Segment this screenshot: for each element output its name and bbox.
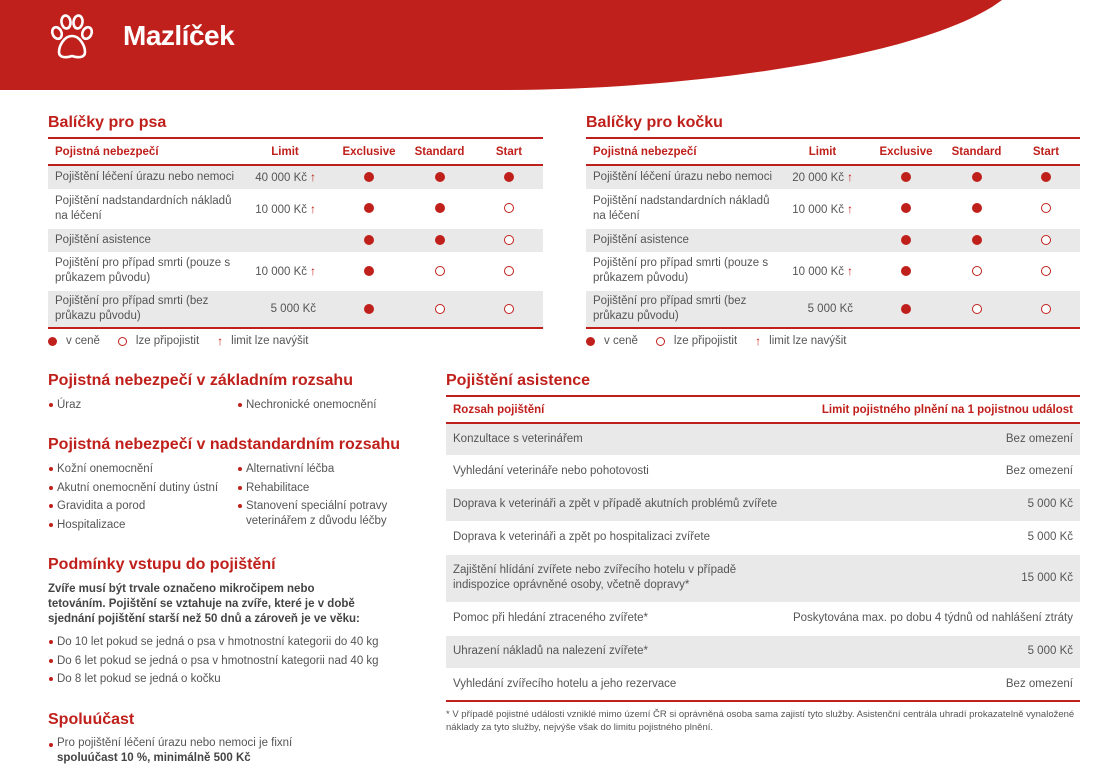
table-header-row (586, 138, 1080, 165)
table-row (586, 189, 1080, 228)
basic-scope-list-1 (48, 396, 81, 415)
dog-rows (48, 165, 543, 328)
exclusive-cell (334, 228, 404, 252)
table-header-row (446, 396, 1080, 423)
column-header: Pojistná nebezpečí (586, 138, 774, 165)
paw-icon (46, 12, 98, 64)
start-cell (475, 165, 543, 189)
dog-legend (48, 334, 327, 348)
included-dot-icon (364, 304, 374, 314)
assistance-table (446, 395, 1080, 702)
optional-circle-icon (504, 203, 514, 213)
included-dot-icon (364, 266, 374, 276)
limit-cell (774, 228, 871, 252)
included-dot-icon (48, 337, 57, 346)
included-dot-icon (901, 235, 911, 245)
scope-cell: Uhrazení nákladů na nalezení zvířete* (446, 635, 786, 668)
standard-cell (941, 189, 1012, 228)
list-item: Kožní onemocnění (48, 460, 233, 479)
optional-circle-icon (504, 266, 514, 276)
limit-cell: 10 000 Kč ↑ (774, 252, 871, 290)
limit-cell: Bez omezení (786, 668, 1080, 701)
copay-title: Spoluúčast (48, 711, 135, 728)
list-item: Pro pojištění léčení úrazu nebo nemoci je fixní spoluúčast 10 %, minimálně 500 Kč (48, 736, 368, 766)
optional-circle-icon (118, 337, 127, 346)
start-cell (1012, 165, 1080, 189)
table-row (446, 521, 1080, 554)
start-cell (475, 252, 543, 290)
standard-cell (941, 290, 1012, 328)
included-dot-icon (972, 235, 982, 245)
assistance-title: Pojištění asistence (446, 372, 591, 389)
arrow-up-icon: ↑ (847, 170, 853, 185)
limit-cell: 15 000 Kč (786, 554, 1080, 602)
exclusive-cell (871, 290, 941, 328)
risk-name: Pojištění pro případ smrti (pouze s průkazem původu) (586, 252, 774, 290)
risk-name: Pojištění asistence (48, 228, 236, 252)
table-row (586, 165, 1080, 189)
limit-cell: 5 000 Kč (774, 290, 871, 328)
arrow-up-icon: ↑ (847, 201, 853, 216)
exclusive-cell (871, 165, 941, 189)
start-cell (475, 290, 543, 328)
copay-list (48, 736, 368, 766)
list-item: Alternativní léčba (237, 460, 397, 479)
list-item: Nechronické onemocnění (237, 396, 376, 415)
risk-name: Pojištění pro případ smrti (bez průkazu původu) (48, 290, 236, 328)
optional-circle-icon (504, 235, 514, 245)
standard-cell (404, 189, 475, 228)
list-item: Rehabilitace (237, 479, 397, 498)
extended-scope-title: Pojistná nebezpečí v nadstandardním rozsahu (48, 436, 401, 453)
optional-circle-icon (1041, 304, 1051, 314)
legend-optional: lze připojistit (673, 335, 738, 347)
page-header (0, 0, 1106, 90)
risk-name: Pojištění nadstandardních nákladů na léčení (586, 189, 774, 228)
limit-cell: 5 000 Kč (786, 635, 1080, 668)
legend-raisable: limit lze navýšit (231, 335, 309, 347)
risk-name: Pojištění léčení úrazu nebo nemoci (48, 165, 236, 189)
limit-cell: 5 000 Kč (786, 521, 1080, 554)
optional-circle-icon (1041, 203, 1051, 213)
table-row (48, 228, 543, 252)
list-item: Úraz (48, 396, 81, 415)
risk-name: Pojištění asistence (586, 228, 774, 252)
column-header: Exclusive (334, 138, 404, 165)
table-header-row (48, 138, 543, 165)
limit-cell: 10 000 Kč ↑ (236, 189, 334, 228)
limit-cell (236, 228, 334, 252)
entry-conditions-title: Podmínky vstupu do pojištění (48, 556, 276, 573)
standard-cell (941, 228, 1012, 252)
column-header: Start (475, 138, 543, 165)
column-header: Standard (941, 138, 1012, 165)
included-dot-icon (901, 304, 911, 314)
scope-cell: Vyhledání veterináře nebo pohotovosti (446, 455, 786, 488)
exclusive-cell (334, 290, 404, 328)
assistance-footnote: * V případě pojistné události vzniklé mimo území ČR si oprávněná osoba sama zajistí tyto služby. Asistenční centrála uhradí prokazatelně vynaložené náklady za tyto služby, nejvýše však do limitu pojistného plnění. (446, 709, 1075, 733)
dog-packages-table (48, 137, 543, 329)
arrow-up-icon: ↑ (310, 201, 316, 216)
standard-cell (941, 165, 1012, 189)
included-dot-icon (364, 235, 374, 245)
risk-name: Pojištění nadstandardních nákladů na léčení (48, 189, 236, 228)
exclusive-cell (871, 228, 941, 252)
optional-circle-icon (656, 337, 665, 346)
table-row (446, 488, 1080, 521)
included-dot-icon (504, 172, 514, 182)
table-row (586, 252, 1080, 290)
table-row (446, 602, 1080, 635)
exclusive-cell (334, 165, 404, 189)
extended-scope-list-1 (48, 460, 233, 534)
column-header: Pojistná nebezpečí (48, 138, 236, 165)
included-dot-icon (1041, 172, 1051, 182)
start-cell (1012, 228, 1080, 252)
table-row (446, 455, 1080, 488)
limit-cell: 10 000 Kč ↑ (774, 189, 871, 228)
exclusive-cell (871, 252, 941, 290)
included-dot-icon (972, 203, 982, 213)
table-row (586, 228, 1080, 252)
legend-raisable: limit lze navýšit (769, 335, 847, 347)
column-header: Limit (236, 138, 334, 165)
table-row (48, 252, 543, 290)
limit-cell: 40 000 Kč ↑ (236, 165, 334, 189)
table-row (446, 554, 1080, 602)
entry-conditions-text: Zvíře musí být trvale označeno mikročipem nebo tetováním. Pojištění se vztahuje na zvíře, které je v době sjednání pojištění starší než 50 dnů a zároveň je ve věku: (48, 583, 360, 625)
included-dot-icon (586, 337, 595, 346)
arrow-up-icon: ↑ (310, 264, 316, 278)
legend-included: v ceně (604, 335, 638, 347)
included-dot-icon (435, 235, 445, 245)
list-item: Gravidita a porod (48, 497, 233, 516)
standard-cell (404, 228, 475, 252)
cat-legend (586, 334, 865, 348)
optional-circle-icon (1041, 235, 1051, 245)
cat-packages-title: Balíčky pro kočku (586, 114, 723, 131)
list-item: Do 10 let pokud se jedná o psa v hmotnostní kategorii do 40 kg (48, 633, 408, 652)
cat-packages-table (586, 137, 1080, 329)
column-header: Limit (774, 138, 871, 165)
arrow-up-icon: ↑ (217, 334, 224, 348)
standard-cell (404, 252, 475, 290)
table-row (48, 290, 543, 328)
start-cell (1012, 189, 1080, 228)
table-row (446, 635, 1080, 668)
app-title: Mazlíček (123, 20, 235, 51)
table-row (446, 423, 1080, 455)
included-dot-icon (972, 172, 982, 182)
included-dot-icon (901, 203, 911, 213)
list-item: Stanovení speciální potravy veterinářem z důvodu léčby (237, 497, 397, 529)
extended-scope-list-2 (237, 460, 397, 529)
limit-cell: 20 000 Kč ↑ (774, 165, 871, 189)
standard-cell (404, 290, 475, 328)
scope-cell: Zajištění hlídání zvířete nebo zvířecího hotelu v případě indispozice oprávněné osoby, včetně dopravy* (446, 554, 786, 602)
included-dot-icon (364, 172, 374, 182)
risk-name: Pojištění pro případ smrti (pouze s průkazem původu) (48, 252, 236, 290)
exclusive-cell (871, 189, 941, 228)
column-header: Standard (404, 138, 475, 165)
included-dot-icon (901, 172, 911, 182)
list-item: Do 6 let pokud se jedná o psa v hmotnostní kategorii nad 40 kg (48, 652, 408, 671)
exclusive-cell (334, 189, 404, 228)
table-row (48, 165, 543, 189)
optional-circle-icon (435, 266, 445, 276)
optional-circle-icon (972, 304, 982, 314)
list-item: Do 8 let pokud se jedná o kočku (48, 670, 408, 689)
included-dot-icon (364, 203, 374, 213)
column-header: Exclusive (871, 138, 941, 165)
basic-scope-list-2 (237, 396, 376, 415)
scope-cell: Doprava k veterináři a zpět po hospitalizaci zvířete (446, 521, 786, 554)
optional-circle-icon (435, 304, 445, 314)
column-header: Limit pojistného plnění na 1 pojistnou událost (786, 396, 1080, 423)
exclusive-cell (334, 252, 404, 290)
scope-cell: Doprava k veterináři a zpět v případě akutních problémů zvířete (446, 488, 786, 521)
basic-scope-title: Pojistná nebezpečí v základním rozsahu (48, 372, 353, 389)
table-row (586, 290, 1080, 328)
optional-circle-icon (1041, 266, 1051, 276)
column-header: Start (1012, 138, 1080, 165)
included-dot-icon (435, 172, 445, 182)
arrow-up-icon: ↑ (310, 170, 316, 185)
limit-cell: 5 000 Kč (236, 290, 334, 328)
included-dot-icon (901, 266, 911, 276)
arrow-up-icon: ↑ (755, 334, 762, 348)
limit-cell: Bez omezení (786, 423, 1080, 455)
list-item: Akutní onemocnění dutiny ústní (48, 479, 233, 498)
included-dot-icon (435, 203, 445, 213)
optional-circle-icon (972, 266, 982, 276)
legend-included: v ceně (66, 335, 100, 347)
standard-cell (941, 252, 1012, 290)
scope-cell: Pomoc při hledání ztraceného zvířete* (446, 602, 786, 635)
legend-optional: lze připojistit (135, 335, 200, 347)
limit-cell: 5 000 Kč (786, 488, 1080, 521)
risk-name: Pojištění léčení úrazu nebo nemoci (586, 165, 774, 189)
table-row (48, 189, 543, 228)
column-header: Rozsah pojištění (446, 396, 786, 423)
dog-packages-title: Balíčky pro psa (48, 114, 167, 131)
limit-cell: Bez omezení (786, 455, 1080, 488)
arrow-up-icon: ↑ (847, 264, 853, 278)
table-row (446, 668, 1080, 701)
start-cell (1012, 290, 1080, 328)
standard-cell (404, 165, 475, 189)
start-cell (475, 189, 543, 228)
entry-conditions-list (48, 633, 408, 689)
start-cell (475, 228, 543, 252)
cat-rows (586, 165, 1080, 328)
risk-name: Pojištění pro případ smrti (bez průkazu původu) (586, 290, 774, 328)
limit-cell: 10 000 Kč ↑ (236, 252, 334, 290)
start-cell (1012, 252, 1080, 290)
list-item: Hospitalizace (48, 516, 233, 535)
scope-cell: Vyhledání zvířecího hotelu a jeho rezervace (446, 668, 786, 701)
optional-circle-icon (504, 304, 514, 314)
limit-cell: Poskytována max. po dobu 4 týdnů od nahlášení ztráty (786, 602, 1080, 635)
scope-cell: Konzultace s veterinářem (446, 423, 786, 455)
